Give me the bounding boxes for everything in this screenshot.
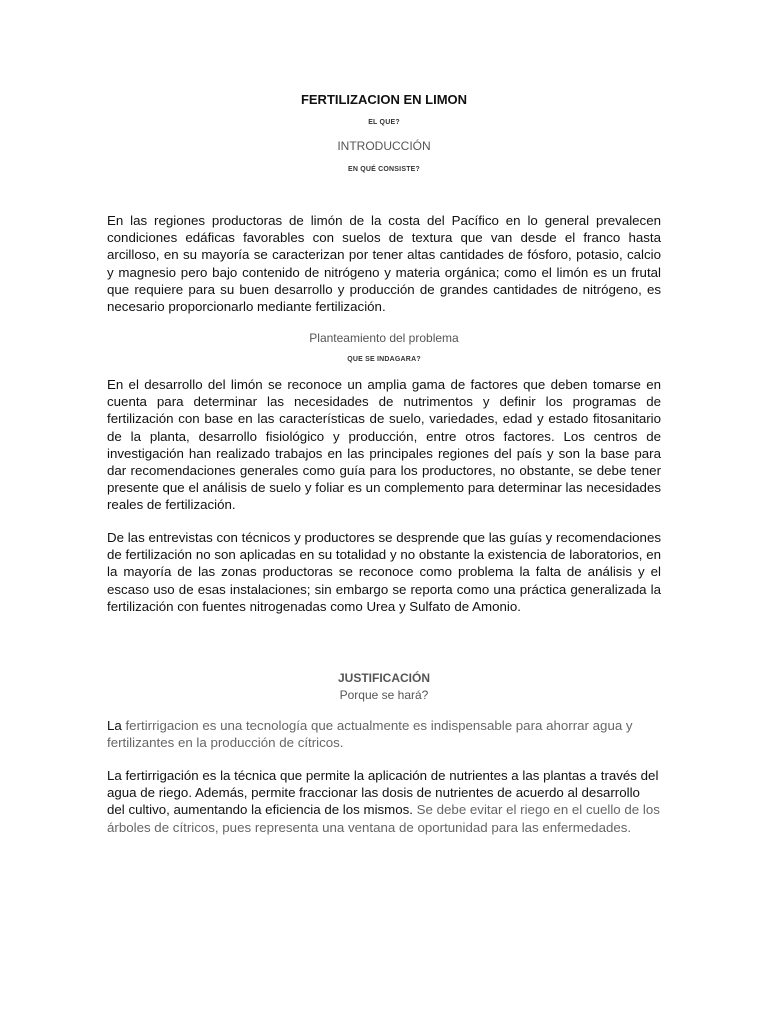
paragraph-justificacion-2-note: Se debe evitar el riego en el cuello de los árboles de cítricos, pues representa una ventana de oportunidad para las enfermedades. <box>107 802 660 835</box>
question-en-que-consiste: EN QUÉ CONSISTE? <box>347 166 421 173</box>
heading-justificacion: JUSTIFICACIÓN <box>337 671 430 685</box>
question-el-que: EL QUE? <box>368 119 400 126</box>
heading-introduccion: INTRODUCCIÓN <box>337 139 431 153</box>
paragraph-introduccion: En las regiones productoras de limón de la costa del Pacífico en lo general prevalecen condiciones edáficas favorables con suelos de textura que van desde el franco hasta arcilloso, en su mayoría se caracterizan por tener altas cantidades de fósforo, potasio, calcio y magnesio pero bajo contenido de nitrógeno y materia orgánica; como el limón es un frutal que requiere para su buen desarrollo y producción de grandes cantidades de nitrógeno, es necesario proporcionarlo mediante fertilización. <box>107 213 661 315</box>
paragraph-planteamiento-2: De las entrevistas con técnicos y productores se desprende que las guías y recomendaciones de fertilización no son aplicadas en su totalidad y no obstante la existencia de laboratorios, en la mayoría de las zonas productoras se reconoce como problema la falta de análisis y el escaso uso de esas instalaciones; sin embargo se reporta como una práctica generalizada la fertilización con fuentes nitrogenadas como Urea y Sulfato de Amonio. <box>107 530 661 614</box>
paragraph-justificacion-1 <box>107 717 661 751</box>
paragraph-planteamiento-1: En el desarrollo del limón se reconoce un amplia gama de factores que deben tomarse en cuenta para determinar las necesidades de nutrimentos y definir los programas de fertilización con base en las características de suelo, variedades, edad y estado fitosanitario de la planta, desarrollo fisiológico y producción, entre otros factores. Los centros de investigación han realizado trabajos en las principales regiones del país y son la base para dar recomendaciones generales como guía para los productores, no obstante, se debe tener presente que el análisis de suelo y foliar es un complemento para determinar las necesidades reales de fertilización. <box>107 377 661 513</box>
paragraph-justificacion-1-lead: La <box>107 718 122 733</box>
question-que-se-indagara: QUE SE INDAGARA? <box>347 356 421 363</box>
document-title: FERTILIZACION EN LIMON <box>300 92 468 107</box>
paragraph-justificacion-2-main: La fertirrigación es la técnica que permite la aplicación de nutrientes a las plantas a través del agua de riego. Además, permite fraccionar las dosis de nutrientes de acuerdo al desarrollo del cultivo, aumentando la eficiencia de los mismos. <box>107 768 659 818</box>
subheading-porque-se-hara: Porque se hará? <box>339 688 429 702</box>
paragraph-justificacion-1-body: fertirrigacion es una tecnología que actualmente es indispensable para ahorrar agua y fertilizantes en la producción de cítricos. <box>107 718 633 751</box>
paragraph-justificacion-2 <box>107 767 661 836</box>
heading-planteamiento: Planteamiento del problema <box>309 331 459 345</box>
